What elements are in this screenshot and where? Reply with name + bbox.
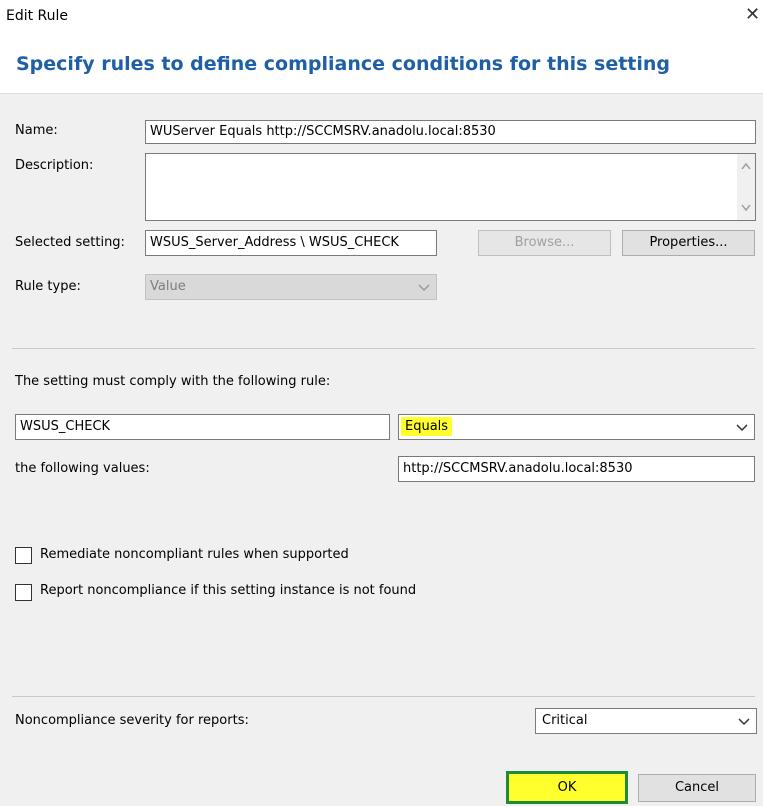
browse-button[interactable]: Browse... xyxy=(478,230,611,256)
description-label: Description: xyxy=(15,158,94,173)
properties-button[interactable]: Properties... xyxy=(622,230,755,256)
rule-type-value: Value xyxy=(150,279,186,294)
page-title: Specify rules to define compliance conditions for this setting xyxy=(16,53,671,75)
severity-select[interactable] xyxy=(535,708,757,734)
rule-type-label: Rule type: xyxy=(15,279,81,294)
chevron-down-icon xyxy=(738,715,750,727)
title-bar xyxy=(0,0,763,34)
ok-button-frame[interactable] xyxy=(506,771,628,804)
remediate-label[interactable]: Remediate noncompliant rules when supported xyxy=(40,547,349,562)
separator xyxy=(12,696,755,697)
window-title: Edit Rule xyxy=(6,8,69,24)
ok-button[interactable]: OK xyxy=(557,780,577,795)
separator xyxy=(12,348,755,349)
rule-type-select[interactable] xyxy=(145,274,437,300)
report-label[interactable]: Report noncompliance if this setting instance is not found xyxy=(40,583,417,598)
values-label: the following values: xyxy=(15,461,150,476)
comply-text: The setting must comply with the following rule: xyxy=(15,374,331,389)
name-field[interactable]: WUServer Equals http://SCCMSRV.anadolu.local:8530 xyxy=(145,120,756,144)
value-field[interactable]: http://SCCMSRV.anadolu.local:8530 xyxy=(398,456,755,482)
selected-setting-label: Selected setting: xyxy=(15,235,125,250)
operator-select[interactable] xyxy=(398,414,755,440)
severity-label: Noncompliance severity for reports: xyxy=(15,713,249,728)
description-field[interactable] xyxy=(145,153,756,221)
name-label: Name: xyxy=(15,123,58,138)
remediate-checkbox[interactable] xyxy=(15,547,32,564)
cancel-button[interactable]: Cancel xyxy=(638,774,756,802)
chevron-down-icon xyxy=(736,421,748,433)
description-scrollbar[interactable] xyxy=(737,154,755,220)
operator-value-wrap xyxy=(405,415,452,439)
report-checkbox[interactable] xyxy=(15,584,32,601)
chevron-down-icon xyxy=(418,281,430,293)
setting-name-field[interactable]: WSUS_CHECK xyxy=(15,414,390,440)
scroll-up-icon[interactable] xyxy=(741,162,751,170)
operator-value: Equals xyxy=(401,417,452,436)
selected-setting-field[interactable]: WSUS_Server_Address \ WSUS_CHECK xyxy=(145,230,437,256)
dialog-header xyxy=(0,34,763,94)
scroll-down-icon[interactable] xyxy=(741,204,751,212)
severity-value: Critical xyxy=(542,713,588,728)
close-icon[interactable]: ✕ xyxy=(745,4,761,25)
